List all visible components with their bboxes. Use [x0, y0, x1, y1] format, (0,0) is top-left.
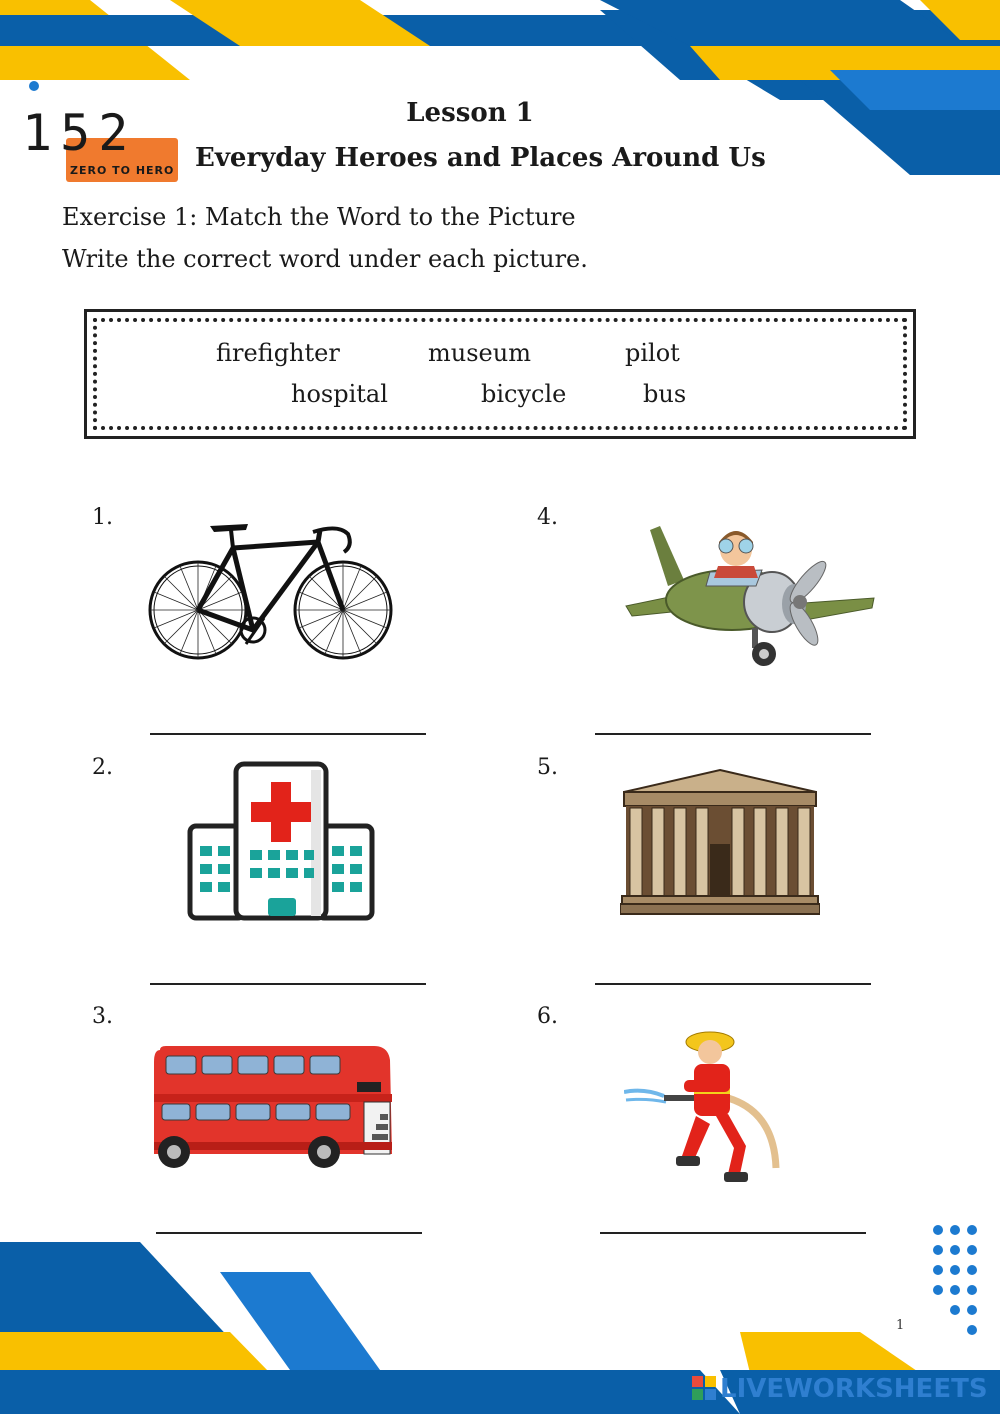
- answer-line-1[interactable]: [150, 733, 426, 735]
- museum-image: [620, 768, 820, 916]
- bus-image: [152, 1044, 394, 1170]
- word-museum: museum: [428, 339, 531, 367]
- word-bank: [84, 309, 916, 439]
- logo-tagline: ZERO TO HERO: [70, 164, 175, 177]
- word-pilot: pilot: [625, 339, 680, 367]
- word-firefighter: firefighter: [216, 339, 340, 367]
- lesson-title: Lesson 1: [406, 98, 534, 128]
- item-number-1: 1.: [92, 505, 113, 530]
- logo-number: 152: [22, 104, 137, 162]
- answer-line-4[interactable]: [595, 733, 871, 735]
- word-bicycle: bicycle: [481, 380, 567, 408]
- liveworksheets-watermark: LIVEWORKSHEETS: [720, 1374, 988, 1404]
- liveworksheets-logo-icon: [692, 1376, 716, 1400]
- bicycle-image: [148, 520, 396, 675]
- pilot-image: [622, 520, 878, 672]
- exercise-instruction: Write the correct word under each picture.: [62, 245, 588, 273]
- firefighter-image: [624, 1028, 784, 1184]
- item-number-3: 3.: [92, 1004, 113, 1029]
- hospital-image: [186, 760, 376, 922]
- item-number-6: 6.: [537, 1004, 558, 1029]
- page-number: 1: [896, 1318, 905, 1333]
- answer-line-5[interactable]: [595, 983, 871, 985]
- exercise-title: Exercise 1: Match the Word to the Picture: [62, 203, 576, 231]
- item-number-4: 4.: [537, 505, 558, 530]
- item-number-2: 2.: [92, 755, 113, 780]
- word-bank-dotted-border: [93, 318, 907, 430]
- word-bus: bus: [643, 380, 687, 408]
- answer-line-2[interactable]: [150, 983, 426, 985]
- item-number-5: 5.: [537, 755, 558, 780]
- word-hospital: hospital: [291, 380, 388, 408]
- lesson-subtitle: Everyday Heroes and Places Around Us: [195, 143, 766, 173]
